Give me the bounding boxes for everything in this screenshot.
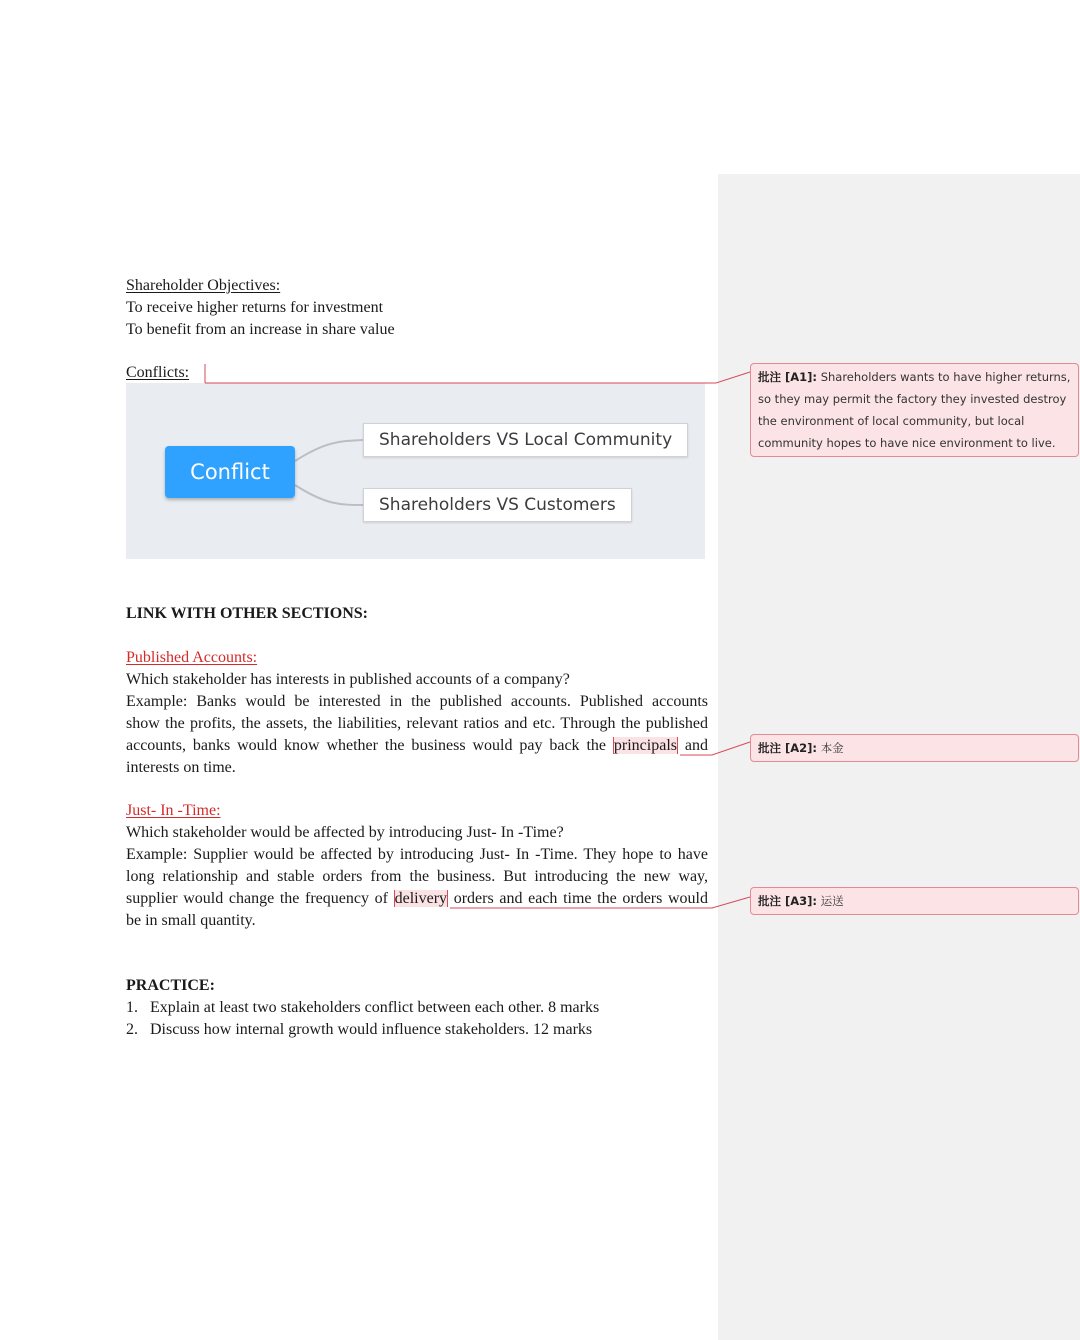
published-accounts-question: Which stakeholder has interests in published accounts of a company? [126,671,570,688]
comment-a3[interactable] [750,887,1079,915]
published-accounts-line-4: interests on time. [126,759,236,776]
mindmap-branch-customers: Shareholders VS Customers [363,488,632,522]
comment-anchor-delivery[interactable]: delivery [394,890,448,907]
jit-line3-after: orders and each time the orders would [453,890,708,907]
comment-a2[interactable] [750,734,1079,762]
jit-line-1: Example: Supplier would be affected by introducing Just- In -Time. They hope to have [126,846,708,863]
published-accounts-title: Published Accounts: [126,649,258,666]
comment-tag: 批注 [A1]: [758,370,818,384]
jit-question: Which stakeholder would be affected by introducing Just- In -Time? [126,824,564,841]
practice-item-1 [126,997,599,1019]
practice-heading: PRACTICE: [126,977,215,994]
practice-item-text: Explain at least two stakeholders conflict between each other. 8 marks [150,999,600,1016]
jit-title: Just- In -Time: [126,802,221,819]
published-line3-before: accounts, banks would know whether the business would pay back the [126,737,606,754]
comment-a1[interactable] [750,363,1079,457]
mindmap-center-node: Conflict [165,446,295,498]
link-sections-heading: LINK WITH OTHER SECTIONS: [126,605,368,622]
practice-item-2 [126,1019,592,1041]
comment-tag: 批注 [A2]: [758,741,818,755]
jit-line-4: be in small quantity. [126,912,256,929]
conflicts-heading: Conflicts: [126,364,190,381]
practice-item-number: 1. [126,999,138,1016]
shareholder-objective-2: To benefit from an increase in share value [126,321,395,338]
published-accounts-line-1: Example: Banks would be interested in the published accounts. Published accounts [126,693,708,710]
jit-line-2: long relationship and stable orders from the business. But introducing the new way, [126,868,708,885]
published-accounts-line-2: show the profits, the assets, the liabilities, relevant ratios and etc. Through the published [126,715,708,732]
comment-text: Shareholders wants to have higher returns, so they may permit the factory they invested destroy the environment of local community, but local community hopes to have nice environment to live. [758,370,1071,450]
comment-tag: 批注 [A3]: [758,894,818,908]
published-line3-after: and [684,737,709,754]
shareholder-objective-1: To receive higher returns for investment [126,299,384,316]
mindmap-branch-local-community: Shareholders VS Local Community [363,423,688,457]
practice-item-number: 2. [126,1021,138,1038]
comment-text: 本金 [820,741,844,755]
practice-item-text: Discuss how internal growth would influence stakeholders. 12 marks [150,1021,593,1038]
shareholder-objectives-heading: Shareholder Objectives: [126,277,281,294]
conflict-mindmap [126,383,705,559]
comment-text: 运送 [820,894,844,908]
jit-line-3 [126,888,708,910]
published-accounts-line-3 [126,735,708,757]
comment-anchor-principals[interactable]: principals [613,737,677,754]
jit-line3-before: supplier would change the frequency of [126,890,388,907]
